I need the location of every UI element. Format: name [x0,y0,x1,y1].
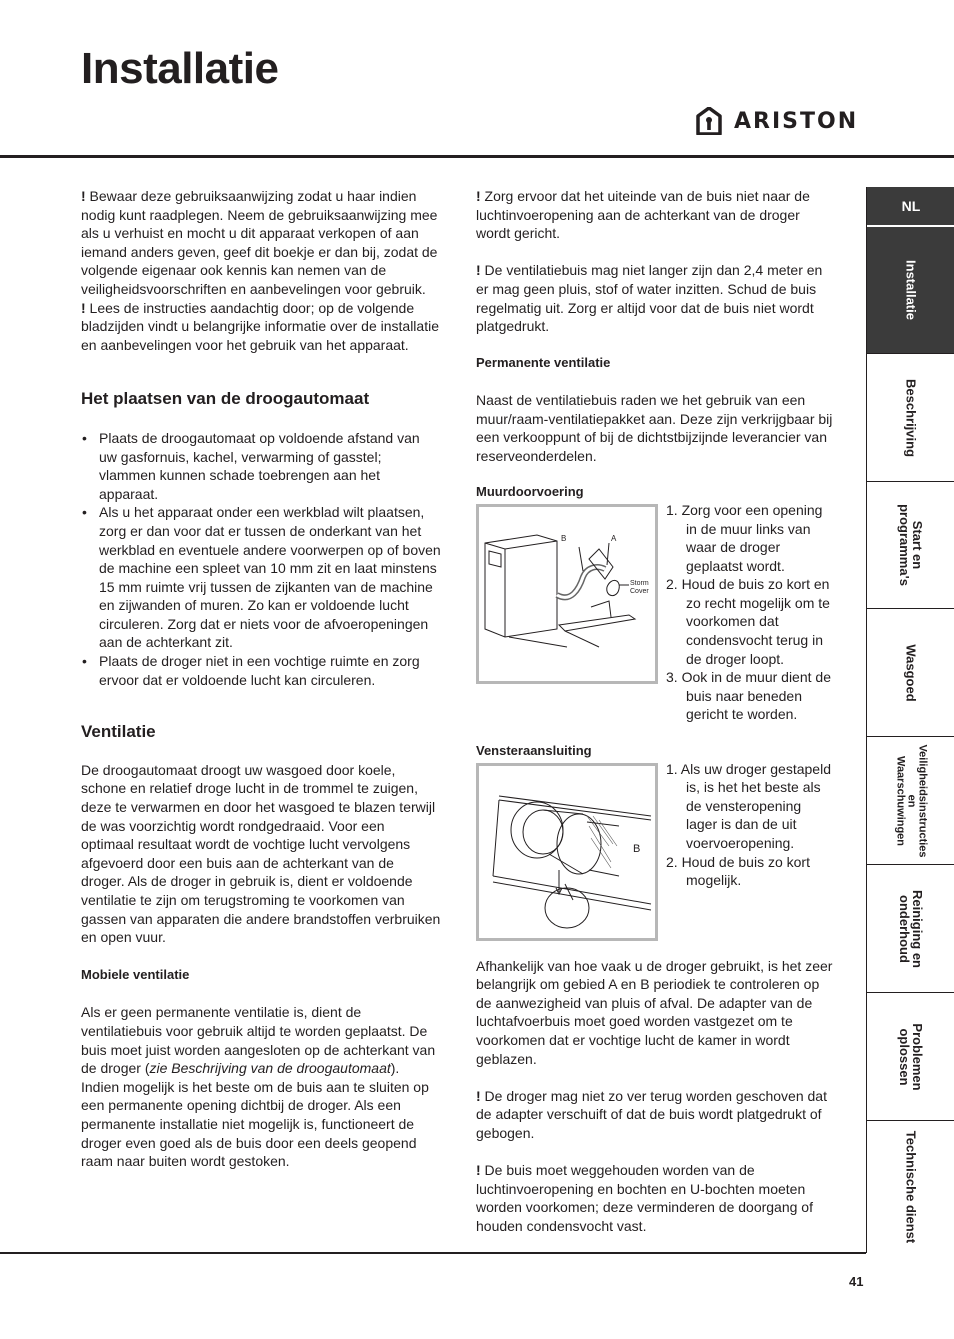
list-item: 1. Zorg voor een opening in de muur links van waar de droger geplaatst wordt. [666,501,823,574]
page-number: 41 [849,1274,864,1289]
sidebar-item-label: Reiniging en onderhoud [897,889,925,968]
mobile-text-part: ). Indien mogelijk is het beste om de buis aan te sluiten op een permanente opening dichtbij de droger. Als een permanente installatie niet mogelijk is, functioneert de droger even goed als de buis door een deels geopend raam naar buiten wordt gestoken. [81,1060,429,1170]
sidebar-item-wasgoed[interactable] [867,609,954,737]
cross-reference: zie Beschrijving van de droogautomaat [149,1060,391,1077]
placing-heading: Het plaatsen van de droogautomaat [81,389,370,409]
note-text-4: De buis moet weggehouden worden van de luchtinvoeropening en bochten en U-bochten moeten worden voorkomen; deze verminderen de doorgang of houden condensvocht vast. [476,1162,813,1234]
house-logo-icon [696,107,722,135]
ventilation-heading: Ventilatie [81,722,156,742]
list-item: 2. Houd de buis zo kort en zo recht mogelijk om te voorkomen dat condensvocht terug in de droger loopt. [666,576,830,667]
note-paragraph-3 [476,1087,836,1143]
list-item: • Plaats de droger niet in een vochtige ruimte en zorg ervoor dat er voldoende lucht kan circuleren. [99,652,441,689]
permanent-ventilation-text: Naast de ventilatiebuis raden we het gebruik van een muur/raam-ventilatiepakket aan. Deze zijn verkrijgbaar bij een verkooppunt of bij de dichtstbijzijnde leverancier van reserveonderdelen. [476,391,833,464]
wall-vent-diagram [479,507,655,681]
footer-rule [0,1252,866,1254]
sidebar-item-label: Start en programma's [897,504,925,586]
page-title: Installatie [81,44,279,93]
warning-mark: ! [81,188,86,204]
list-item: 2. Houd de buis zo kort mogelijk. [666,853,810,889]
warning-mark: ! [476,1087,481,1104]
sidebar-item-veiligheid[interactable] [867,737,954,865]
intro-text-1: Bewaar deze gebruiksaanwijzing zodat u haar indien nodig kunt raadplegen. Neem de gebruiksaanwijzing mee als u verhuist en mocht u dit apparaat verkopen of aan iemand anders geven, geef dit boekje er dan bij, zodat de volgende eigenaar ook kennis kan nemen van de veiligheidsvoorschriften en aanbevelingen voor gebruik. [81,188,438,297]
mobile-text-part: Als er geen permanente ventilatie is, dient de ventilatiebuis voor gebruik altijd te worden geplaatst. De buis moet juist worden aangesloten op de achterkant van de droger ( [81,1004,436,1077]
intro-paragraph-2 [81,299,441,355]
wall-vent-steps [666,501,836,724]
list-item: 3. Ook in de muur dient de buis naar beneden gericht te worden. [666,669,831,723]
header-rule [0,155,954,158]
sidebar-item-label: Technische dienst [903,1130,919,1244]
brand-name: ARISTON [734,108,859,134]
sidebar-item-problemen[interactable] [867,993,954,1121]
maintenance-text: Afhankelijk van hoe vaak u de droger gebruikt, is het zeer belangrijk om gebied A en B periodiek te controleren op de aanwezigheid van pluis of afval. De adapter van de luchtafvoerbuis moet goed worden vastgezet om te voorkomen dat er vochtige lucht de kamer in wordt geblazen. [476,957,833,1067]
sidebar-item-reiniging[interactable] [867,865,954,993]
note-text-1: Zorg ervoor dat het uiteinde van de buis niet naar de luchtinvoeropening aan de achterkant van de droger wordt gericht. [476,188,810,242]
note-paragraph-2 [476,261,836,335]
sidebar-item-technische-dienst[interactable] [867,1121,954,1253]
window-vent-diagram [479,766,655,938]
sidebar-item-label: Problemen oplossen [897,1022,925,1091]
right-column [476,187,836,1236]
warning-mark: ! [81,299,86,316]
sidebar-item-installatie[interactable] [867,227,954,354]
sidebar-item-label: Wasgoed [903,643,919,702]
wall-fig-label-storm: Storm [630,579,649,587]
permanent-ventilation-heading: Permanente ventilatie [476,354,611,370]
window-vent-illustration [476,763,658,941]
sidebar-item-beschrijving[interactable] [867,354,954,482]
note-paragraph-1 [476,187,836,243]
placing-list [81,429,441,689]
warning-mark: ! [476,1162,481,1179]
chapter-sidebar [866,187,954,1253]
list-item: 1. Als uw droger gestapeld is, is het het beste als de vensteropening lager is dan de uit voervoeropening. [666,760,831,851]
list-item: • Als u het apparaat onder een werkblad wilt plaatsen, zorg er dan voor dat er tussen de onderkant van het werkblad en eventuele andere voorwerpen op of boven de machine een spleet van 10 mm zit en laat minstens 15 mm ruimte vrij tussen de zijkanten van de machine en zijwanden of muren. Zo kan er voldoende lucht circuleren. Zorg dat er niets voor de afvoeropeningen aan de achterkant zit. [99,503,441,652]
window-vent-heading: Vensteraansluiting [476,743,592,759]
sidebar-item-start-programmas[interactable] [867,482,954,609]
wall-vent-illustration [476,504,658,684]
warning-mark: ! [476,188,481,204]
note-paragraph-4 [476,1161,836,1235]
intro-paragraph-1 [81,187,441,299]
ventilation-text: De droogautomaat droogt uw wasgoed door koele, schone en relatief droge lucht in de trommel te zuigen, deze te verwarmen en door het wasgoed te blazen terwijl de was voorzichtig wordt rondgedraaid. Voor een optimaal resultaat wordt de vochtige lucht vervolgens afgevoerd door een buis aan de achterkant van de droger. Als de droger in gebruik is, dient er voldoende ventilatie te zijn om terugstroming te voorkomen van gassen van apparaten die andere brandstoffen verbruiken en open vuur. [81,761,441,946]
mobile-ventilation-heading: Mobiele ventilatie [81,966,190,982]
window-fig-label-b: B [633,842,641,855]
left-column [81,187,441,1171]
window-vent-steps [666,760,836,941]
wall-fig-label-b: B [561,533,567,543]
wall-vent-figure-row [476,501,836,724]
warning-mark: ! [476,262,481,279]
window-vent-figure-row [476,760,836,941]
note-text-2: De ventilatiebuis mag niet langer zijn dan 2,4 meter en er mag geen pluis, stof of water inzitten. Schud de buis regelmatig uit. Zorg er altijd voor dat de buis niet wordt platgedrukt. [476,262,823,335]
brand-logo [696,107,858,135]
intro-text-2: Lees de instructies aandachtig door; op de volgende bladzijden vindt u belangrijke informatie over de installatie en aanbevelingen voor het gebruik van het apparaat. [81,299,439,353]
sidebar-item-label: Veiligheidsinstructies en Waarschuwingen [894,743,929,858]
language-tab[interactable]: NL [867,187,954,225]
wall-fig-label-a: A [611,533,617,543]
sidebar-item-label: Beschrijving [903,378,919,457]
list-item: • Plaats de droogautomaat op voldoende afstand van uw gasfornuis, kachel, verwarming of gasstel; vlammen kunnen schade toebrengen aan het apparaat. [99,429,441,503]
wall-fig-label-cover: Cover [630,587,649,595]
wall-vent-heading: Muurdoorvoering [476,484,584,500]
mobile-ventilation-text [81,1003,441,1170]
note-text-3: De droger mag niet zo ver terug worden geschoven dat de adapter verschuift of dat de buis wordt platgedrukt of gebogen. [476,1087,827,1141]
sidebar-item-label: Installatie [903,260,919,320]
